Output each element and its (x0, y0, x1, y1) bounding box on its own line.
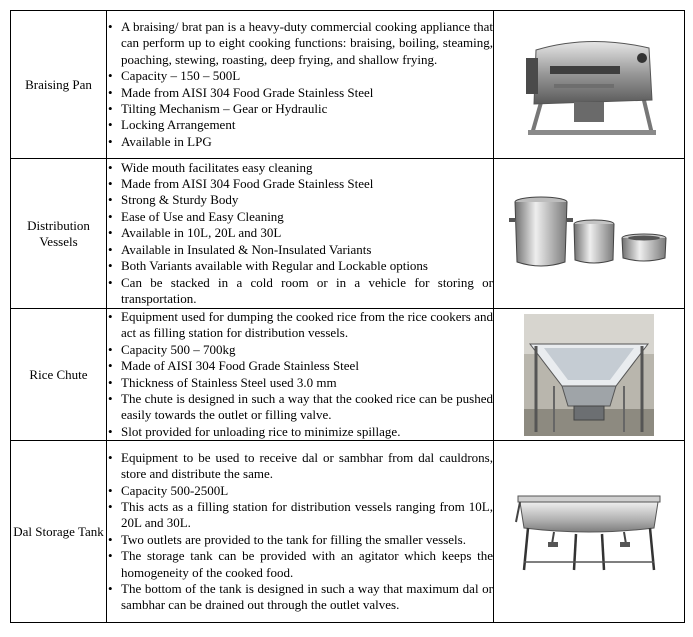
feature-list-cell (107, 159, 494, 309)
feature-list-cell (107, 309, 494, 441)
feature-item: • Both Variants available with Regular and Lockable options (107, 258, 493, 274)
feature-item: • Available in LPG (107, 134, 493, 150)
feature-item: • Two outlets are provided to the tank for filling the smaller vessels. (107, 532, 493, 548)
table-row (11, 159, 685, 309)
feature-item: • Made from AISI 304 Food Grade Stainless Steel (107, 176, 493, 192)
equipment-name: Braising Pan (11, 11, 107, 159)
feature-item: • The chute is designed in such a way that the cooked rice can be pushed easily towards the outlet or filling valve. (107, 391, 493, 424)
feature-list (107, 309, 493, 440)
equipment-spec-table (10, 10, 685, 623)
feature-item: • Capacity 500 – 700kg (107, 342, 493, 358)
feature-item: • Slot provided for unloading rice to minimize spillage. (107, 424, 493, 440)
feature-item: • Made from AISI 304 Food Grade Stainless Steel (107, 85, 493, 101)
equipment-name: Rice Chute (11, 309, 107, 441)
feature-item: • Capacity 500-2500L (107, 483, 493, 499)
feature-list-cell (107, 441, 494, 623)
feature-list-cell (107, 11, 494, 159)
feature-item: • Thickness of Stainless Steel used 3.0 mm (107, 375, 493, 391)
distribution-vessels-photo (494, 159, 685, 309)
feature-list (107, 160, 493, 308)
feature-item: • Made of AISI 304 Food Grade Stainless Steel (107, 358, 493, 374)
feature-item: • Equipment used for dumping the cooked rice from the rice cookers and act as filling station for distribution vessels. (107, 309, 493, 342)
feature-item: • A braising/ brat pan is a heavy-duty commercial cooking appliance that can perform up to eight cooking functions: braising, boiling, steaming, poaching, stewing, roasting, deep frying, and shallow frying. (107, 19, 493, 68)
feature-item: • Strong & Sturdy Body (107, 192, 493, 208)
feature-item: • Tilting Mechanism – Gear or Hydraulic (107, 101, 493, 117)
table-row (11, 11, 685, 159)
equipment-name: Distribution Vessels (11, 159, 107, 309)
feature-list (107, 19, 493, 150)
feature-item: • Ease of Use and Easy Cleaning (107, 209, 493, 225)
feature-item: • The bottom of the tank is designed in such a way that maximum dal or sambhar can be drained out through the outlet valves. (107, 581, 493, 614)
feature-item: • The storage tank can be provided with an agitator which keeps the homogeneity of the cooked food. (107, 548, 493, 581)
feature-item: • Available in 10L, 20L and 30L (107, 225, 493, 241)
rice-chute-photo (494, 309, 685, 441)
table-row (11, 441, 685, 623)
feature-item: • Wide mouth facilitates easy cleaning (107, 160, 493, 176)
braising-pan-photo (494, 11, 685, 159)
table-row (11, 309, 685, 441)
dal-storage-tank-photo (494, 441, 685, 623)
feature-list (107, 450, 493, 614)
feature-item: • Capacity – 150 – 500L (107, 68, 493, 84)
equipment-name: Dal Storage Tank (11, 441, 107, 623)
feature-item: • Equipment to be used to receive dal or sambhar from dal cauldrons, store and distribute the same. (107, 450, 493, 483)
feature-item: • This acts as a filling station for distribution vessels ranging from 10L, 20L and 30L. (107, 499, 493, 532)
feature-item: • Locking Arrangement (107, 117, 493, 133)
feature-item: • Available in Insulated & Non-Insulated Variants (107, 242, 493, 258)
feature-item: • Can be stacked in a cold room or in a vehicle for storing or transportation. (107, 275, 493, 308)
